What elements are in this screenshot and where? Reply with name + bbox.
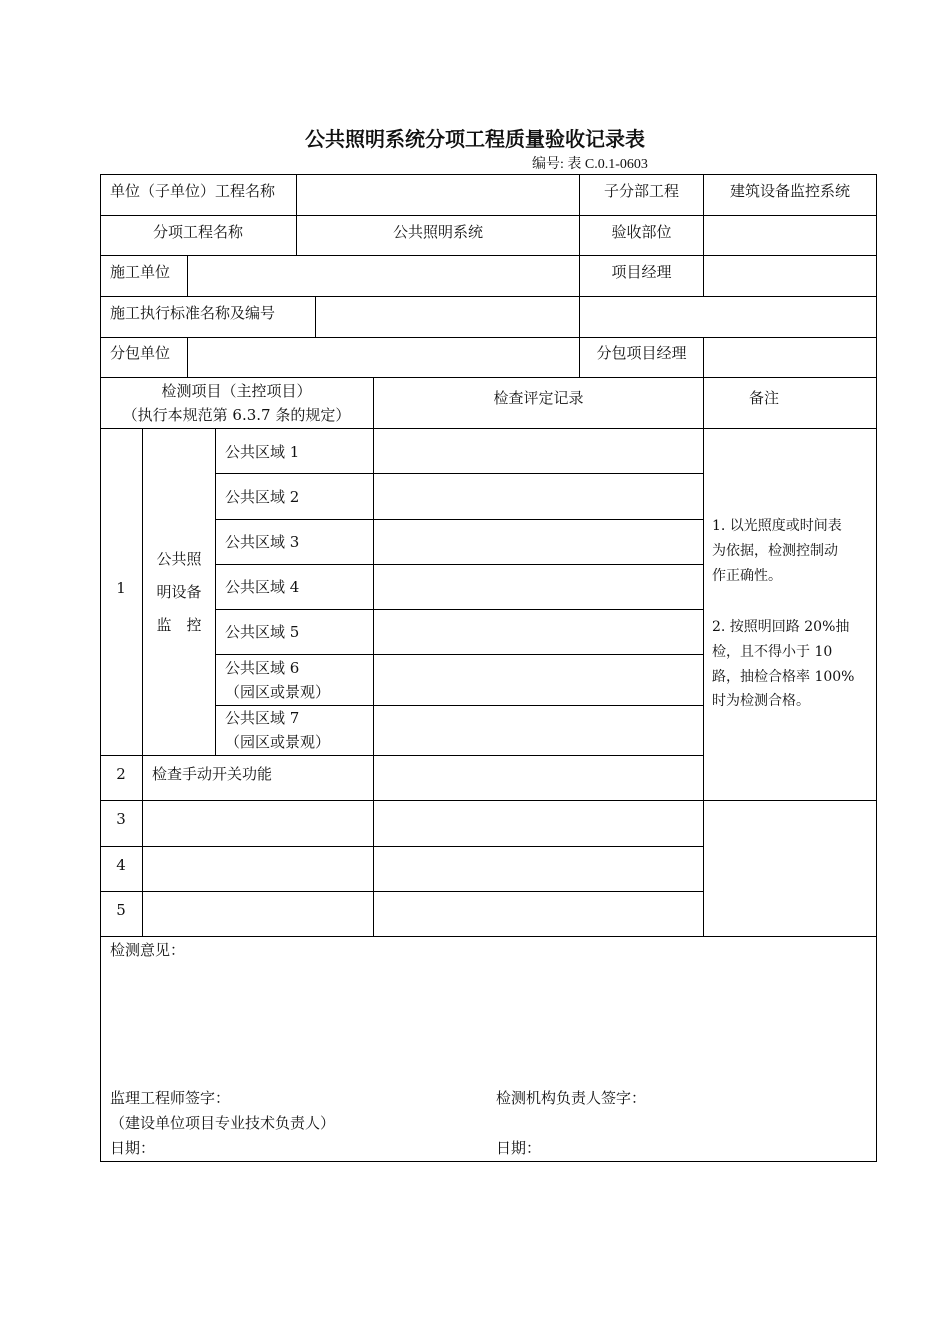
area-label: 公共区域 7: [225, 709, 300, 727]
project-manager-field[interactable]: [708, 260, 872, 290]
item-label: 检查手动开关功能: [152, 765, 273, 783]
sub-project-manager-field[interactable]: [708, 341, 872, 371]
item-number: 1: [116, 579, 126, 597]
standard-label: 施工执行标准名称及编号: [110, 304, 276, 322]
opinion-label: 检测意见：: [110, 941, 186, 959]
sub-division-label: 子分部工程: [603, 182, 679, 200]
sub-project-manager-label: 分包项目经理: [596, 344, 687, 362]
acceptance-part-field[interactable]: [708, 220, 872, 250]
date-label-right: 日期：: [496, 1139, 542, 1157]
item-group-line: 监 控: [156, 616, 202, 634]
construction-unit-label: 施工单位: [110, 263, 171, 281]
form-code: 编号: 表 C.0.1-0603: [532, 157, 648, 172]
agency-sign-label: 检测机构负责人签字：: [496, 1089, 647, 1107]
supervisor-note: （建设单位项目专业技术负责人）: [110, 1114, 336, 1132]
area-sublabel: （园区或景观）: [225, 683, 331, 701]
subcontractor-field[interactable]: [192, 341, 575, 371]
project-manager-label: 项目经理: [611, 263, 672, 281]
supervisor-sign-label: 监理工程师签字：: [110, 1089, 231, 1107]
area-label: 公共区域 6: [225, 659, 300, 677]
item-project-value: 公共照明系统: [392, 223, 483, 241]
remark-text: 时为检测合格。: [712, 693, 810, 709]
standard-field[interactable]: [320, 301, 872, 331]
item-heading: 检测项目（主控项目）: [161, 382, 312, 400]
area-label: 公共区域 4: [225, 578, 300, 596]
area-label: 公共区域 2: [225, 488, 300, 506]
unit-project-label: 单位（子单位）工程名称: [110, 182, 276, 200]
record-heading: 检查评定记录: [493, 389, 584, 407]
remark-text: 为依据，检测控制动: [712, 543, 838, 559]
remark-text: 2. 按照明回路 20%抽: [712, 619, 850, 635]
item-heading-note: （执行本规范第 6.3.7 条的规定）: [122, 406, 351, 424]
area-label: 公共区域 5: [225, 623, 300, 641]
form-title: 公共照明系统分项工程质量验收记录表: [305, 127, 645, 151]
item-group-line: 明设备: [156, 583, 202, 601]
date-label-left: 日期：: [110, 1139, 156, 1157]
item-number: 4: [116, 856, 126, 874]
remark-text: 检，且不得小于 10: [712, 644, 833, 660]
remark-text: 路，抽检合格率 100%: [712, 669, 855, 685]
acceptance-form-table: [100, 174, 877, 1162]
item-number: 3: [116, 810, 126, 828]
unit-project-field[interactable]: [300, 179, 575, 209]
item-number: 5: [116, 901, 126, 919]
area-label: 公共区域 3: [225, 533, 300, 551]
item-group-line: 公共照: [156, 550, 202, 568]
item-number: 2: [116, 765, 126, 783]
remark-heading: 备注: [748, 389, 779, 407]
remark-text: 作正确性。: [712, 568, 782, 584]
subcontractor-label: 分包单位: [110, 344, 171, 362]
area-sublabel: （园区或景观）: [225, 733, 331, 751]
sub-division-value: 建筑设备监控系统: [729, 182, 850, 200]
construction-unit-field[interactable]: [192, 260, 575, 290]
item-project-label: 分项工程名称: [152, 223, 243, 241]
remark-text: 1. 以光照度或时间表: [712, 518, 842, 534]
area-label: 公共区域 1: [225, 443, 300, 461]
acceptance-part-label: 验收部位: [611, 223, 672, 241]
